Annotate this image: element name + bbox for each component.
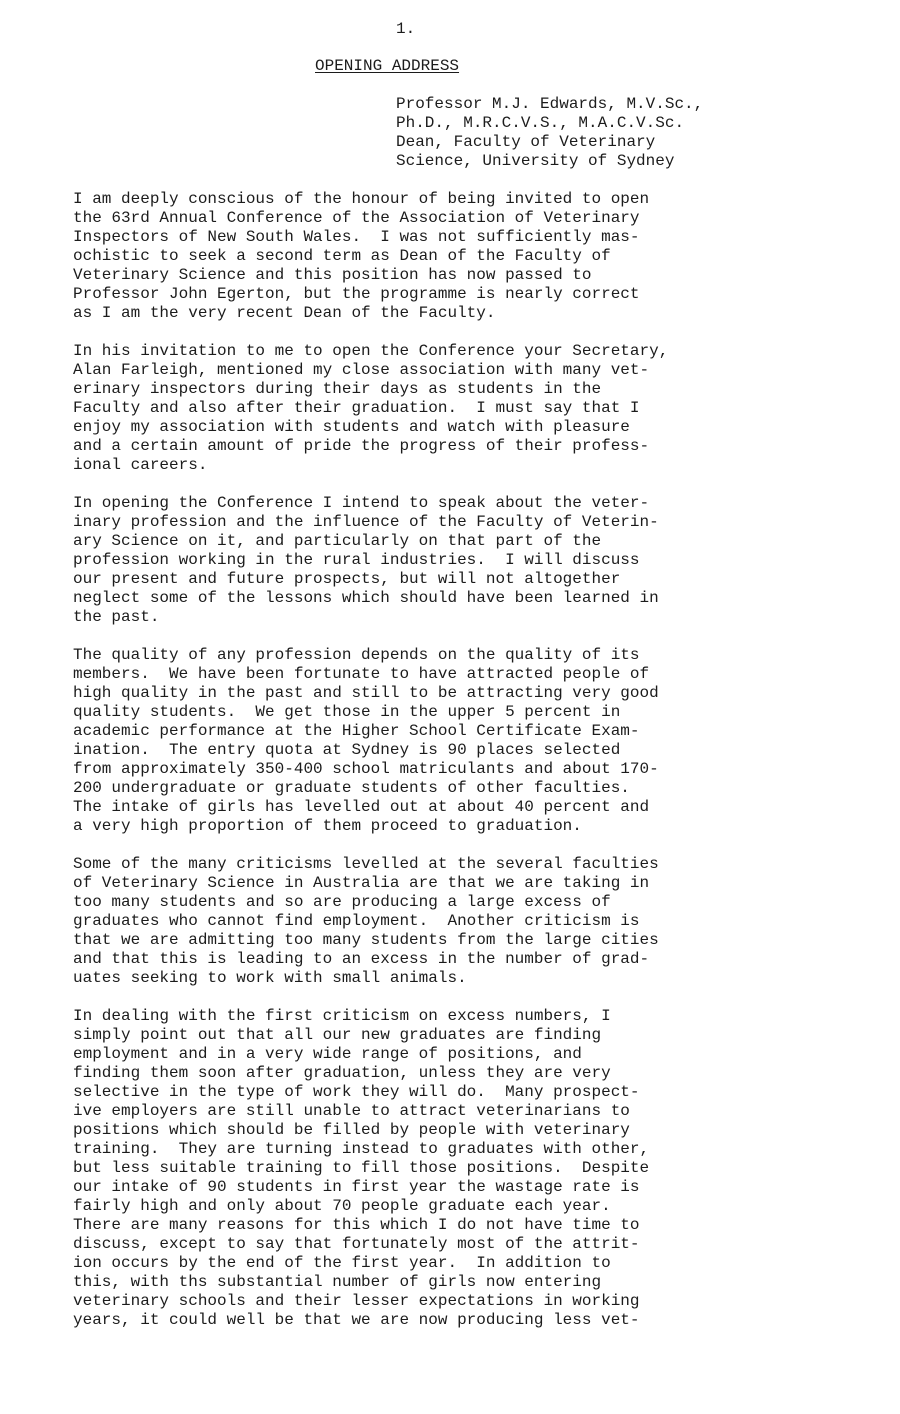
text-line: There are many reasons for this which I do not have time to [73,1216,640,1234]
text-line: neglect some of the lessons which should have been learned in [73,589,659,607]
text-line: selective in the type of work they will do. Many prospect- [73,1083,640,1101]
text-line: veterinary schools and their lesser expectations in working [73,1292,640,1310]
text-line: In his invitation to me to open the Conference your Secretary, [73,342,669,360]
text-line: graduates who cannot find employment. Another criticism is [73,912,640,930]
author-line: Science, University of Sydney [396,152,675,170]
text-line: 200 undergraduate or graduate students of other faculties. [73,779,630,797]
paragraph [73,855,833,988]
text-line: quality students. We get those in the upper 5 percent in [73,703,621,721]
text-line: The intake of girls has levelled out at about 40 percent and [73,798,650,816]
author-line: Ph.D., M.R.C.V.S., M.A.C.V.Sc. [396,114,685,132]
text-line: academic performance at the Higher School Certificate Exam- [73,722,640,740]
text-line: Some of the many criticisms levelled at the several faculties [73,855,659,873]
text-line: our intake of 90 students in first year the wastage rate is [73,1178,640,1196]
document-body [73,190,833,1349]
text-line: ary Science on it, and particularly on that part of the [73,532,602,550]
text-line: and that this is leading to an excess in the number of grad- [73,950,650,968]
text-line: our present and future prospects, but will not altogether [73,570,621,588]
text-line: fairly high and only about 70 people graduate each year. [73,1197,611,1215]
paragraph [73,342,833,475]
text-line: from approximately 350-400 school matriculants and about 170- [73,760,659,778]
text-line: employment and in a very wide range of positions, and [73,1045,582,1063]
text-line: Inspectors of New South Wales. I was not sufficiently mas- [73,228,640,246]
text-line: high quality in the past and still to be attracting very good [73,684,659,702]
text-line: ive employers are still unable to attract veterinarians to [73,1102,630,1120]
text-line: In dealing with the first criticism on excess numbers, I [73,1007,611,1025]
text-line: The quality of any profession depends on the quality of its [73,646,640,664]
paragraph [73,646,833,836]
text-line: simply point out that all our new graduates are finding [73,1026,602,1044]
text-line: Alan Farleigh, mentioned my close association with many vet- [73,361,650,379]
text-line: but less suitable training to fill those positions. Despite [73,1159,650,1177]
text-line: uates seeking to work with small animals. [73,969,467,987]
text-line: the 63rd Annual Conference of the Association of Veterinary [73,209,640,227]
text-line: the past. [73,608,160,626]
author-line: Professor M.J. Edwards, M.V.Sc., [396,95,704,113]
text-line: erinary inspectors during their days as students in the [73,380,602,398]
text-line: Veterinary Science and this position has now passed to [73,266,592,284]
author-block [396,95,836,171]
paragraph [73,494,833,627]
text-line: I am deeply conscious of the honour of being invited to open [73,190,650,208]
text-line: this, with ths substantial number of girls now entering [73,1273,602,1291]
text-line: years, it could well be that we are now producing less vet- [73,1311,640,1329]
text-line: of Veterinary Science in Australia are that we are taking in [73,874,650,892]
page-number: 1. [396,20,416,38]
text-line: positions which should be filled by people with veterinary [73,1121,630,1139]
text-line: enjoy my association with students and watch with pleasure [73,418,630,436]
text-line: members. We have been fortunate to have attracted people of [73,665,650,683]
text-line: In opening the Conference I intend to speak about the veter- [73,494,650,512]
text-line: ional careers. [73,456,208,474]
document-title: OPENING ADDRESS [315,57,460,75]
text-line: discuss, except to say that fortunately most of the attrit- [73,1235,640,1253]
paragraph [73,1007,833,1330]
text-line: too many students and so are producing a large excess of [73,893,611,911]
text-line: as I am the very recent Dean of the Faculty. [73,304,496,322]
text-line: training. They are turning instead to graduates with other, [73,1140,650,1158]
text-line: Professor John Egerton, but the programme is nearly correct [73,285,640,303]
text-line: and a certain amount of pride the progress of their profess- [73,437,650,455]
text-line: finding them soon after graduation, unless they are very [73,1064,611,1082]
text-line: that we are admitting too many students from the large cities [73,931,659,949]
text-line: inary profession and the influence of the Faculty of Veterin- [73,513,659,531]
text-line: ochistic to seek a second term as Dean of the Faculty of [73,247,611,265]
text-line: ion occurs by the end of the first year. In addition to [73,1254,611,1272]
text-line: profession working in the rural industries. I will discuss [73,551,640,569]
paragraph [73,190,833,323]
text-line: Faculty and also after their graduation. I must say that I [73,399,640,417]
text-line: a very high proportion of them proceed to graduation. [73,817,582,835]
author-line: Dean, Faculty of Veterinary [396,133,656,151]
text-line: ination. The entry quota at Sydney is 90 places selected [73,741,621,759]
